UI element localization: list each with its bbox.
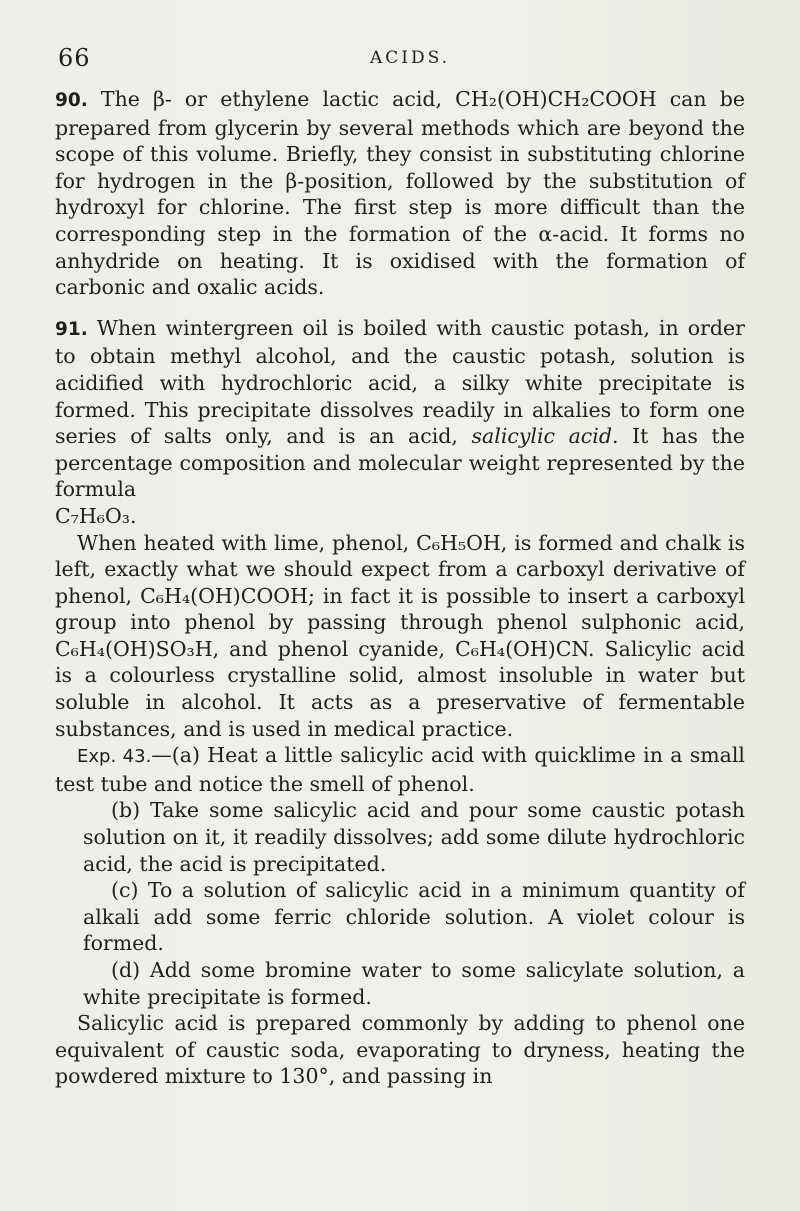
section-91-text-b: It has the percentage composition and molecular weight represented by the formula: [55, 424, 746, 502]
paragraph-salicylic-prepared: Salicylic acid is prepared commonly by adding to phenol one equivalent of caustic soda, evaporating to dryness, heating the powdered mixture to 130°, and passing in: [55, 1011, 745, 1089]
section-91: [55, 315, 745, 503]
page-header: [50, 44, 750, 72]
experiment-marker-c: (c): [111, 878, 139, 903]
paragraph-when-heated: When heated with lime, phenol, C₆H₅OH, is formed and chalk is left, exactly what we should expect from a carboxyl derivative of phenol, C₆H₄(OH)COOH; in fact it is possible to insert a carboxyl group into phenol by passing through phenol sulphonic acid, C₆H₄(OH)SO₃H, and phenol cyanide, C₆H₄(OH)CN. Salicylic acid is a colourless crystalline solid, almost insoluble in water but soluble in alcohol. It acts as a preservative of fermentable substances, and is used in medical practice.: [55, 530, 745, 741]
body-text: [55, 86, 745, 1090]
experiment-text-b: Take some salicylic acid and pour some caustic potash solution on it, it readily dissolves; add some dilute hydrochloric acid, the acid is precipitated.: [83, 798, 745, 876]
experiment-d: [55, 957, 745, 1010]
section-number: 91.: [55, 318, 88, 340]
experiment-b: [55, 797, 745, 877]
experiment-text-d: Add some bromine water to some salicylate solution, a white precipitate is formed.: [83, 958, 745, 1009]
running-head: ACIDS.: [369, 48, 451, 68]
experiment-text-c: To a solution of salicylic acid in a minimum quantity of alkali add some ferric chloride solution. A violet colour is formed.: [83, 878, 745, 956]
experiment-a: [55, 742, 745, 797]
experiment-marker-d: (d): [111, 958, 141, 982]
section-90-text: The β- or ethylene lactic acid, CH₂(OH)CH₂COOH can be prepared from glycerin by several methods which are beyond the scope of this volume. Briefly, they consist in substituting chlorine for hydrogen in the β-position, followed by the substitution of hydroxyl for chlorine. The first step is more difficult than the corresponding step in the formation of the α-acid. It forms no anhydride on heating. It is oxidised with the formation of carbonic and oxalic acids.: [55, 87, 745, 300]
experiment-c: [55, 877, 745, 957]
salicylic-acid-term: salicylic acid.: [471, 424, 619, 449]
experiment-label: Exp. 43.: [77, 746, 152, 768]
section-90: [55, 86, 745, 301]
section-number: 90.: [55, 90, 88, 111]
page-number: 66: [58, 44, 91, 72]
experiment-marker-a: —(a): [151, 743, 201, 768]
experiment-text-a: Heat a little salicylic acid with quicklime in a small test tube and notice the smell of phenol.: [55, 743, 745, 796]
section-91-text-a: When wintergreen oil is boiled with caustic potash, in order to obtain methyl alcohol, and the caustic potash, solution is acidified with hydrochloric acid, a silky white precipitate is formed. This precipitate dissolves readily in alkalies to form one series of salts only, and is an acid,: [55, 315, 745, 449]
formula: C₇H₆O₃.: [55, 503, 137, 528]
experiment-marker-b: (b): [111, 798, 141, 823]
